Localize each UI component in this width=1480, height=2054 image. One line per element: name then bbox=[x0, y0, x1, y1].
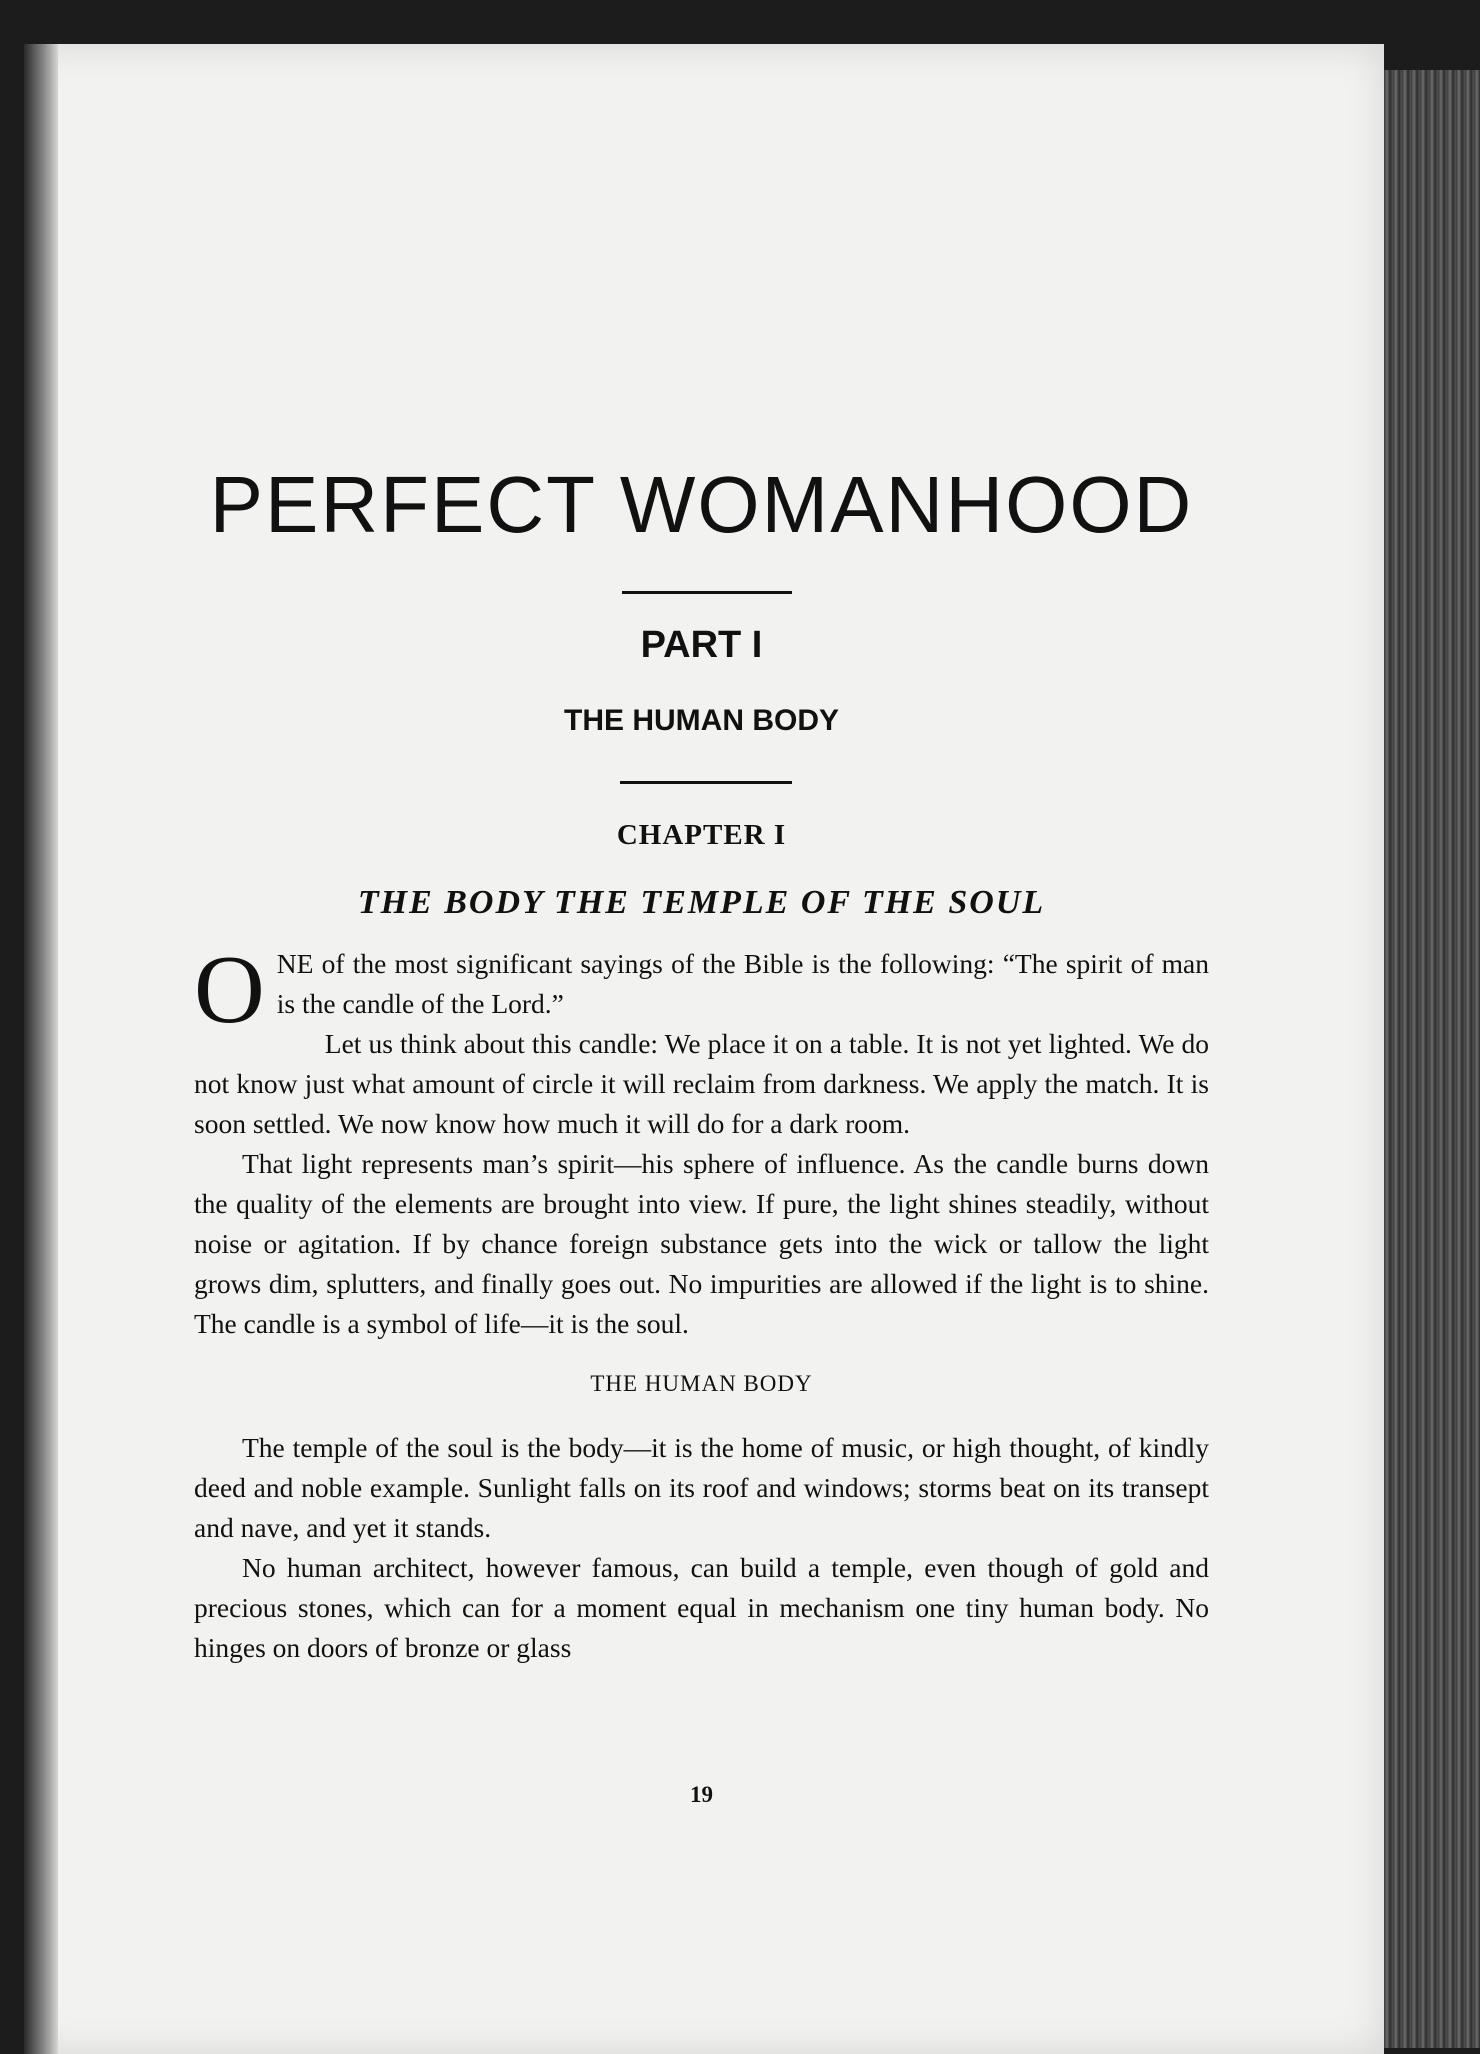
chapter-title: THE BODY THE TEMPLE OF THE SOUL bbox=[357, 884, 1046, 921]
page-gutter bbox=[24, 44, 58, 2054]
part-divider bbox=[620, 781, 792, 784]
book-edge bbox=[1384, 70, 1480, 2048]
drop-cap: O bbox=[194, 936, 265, 1044]
page-number: 19 bbox=[690, 1782, 713, 1807]
paragraph-2: Let us think about this candle: We place it on a table. It is not yet lighted. We do not know just what amount of circle it will reclaim from darkness. We apply the match. It is soon settled. We now know how much it will do for a dark room. bbox=[194, 1028, 1209, 1139]
paragraph-1 bbox=[194, 936, 1209, 1044]
part-heading: PART I bbox=[640, 624, 763, 666]
part-subtitle: THE HUMAN BODY bbox=[564, 704, 839, 737]
paragraph-1-text: NE of the most significant sayings of the Bible is the following: “The spirit of man is the candle of the Lord.” bbox=[276, 948, 1209, 1019]
title-divider bbox=[622, 591, 792, 594]
chapter-body bbox=[194, 936, 1209, 1668]
book-title: PERFECT WOMANHOOD bbox=[209, 460, 1194, 549]
chapter-heading: CHAPTER I bbox=[616, 819, 787, 851]
paragraph-3: That light represents man’s spirit—his sphere of influence. As the candle burns down the quality of the elements are brought into view. If pure, the light shines steadily, without noise or agitation. If by chance foreign substance gets into the wick or tallow the light grows dim, splutters, and finally goes out. No impurities are allowed if the light is to shine. The candle is a symbol of life—it is the soul. bbox=[194, 1148, 1209, 1339]
book-page bbox=[24, 44, 1384, 2054]
paragraph-4: The temple of the soul is the body—it is the home of music, or high thought, of kindly deed and noble example. Sunlight falls on its roof and windows; storms beat on its transept and nave, and yet it stands. bbox=[194, 1432, 1209, 1543]
paragraph-5: No human architect, however famous, can build a temple, even though of gold and precious stones, which can for a moment equal in mechanism one tiny human body. No hinges on doors of bronze or glass bbox=[194, 1552, 1209, 1663]
section-heading: THE HUMAN BODY bbox=[590, 1371, 813, 1396]
